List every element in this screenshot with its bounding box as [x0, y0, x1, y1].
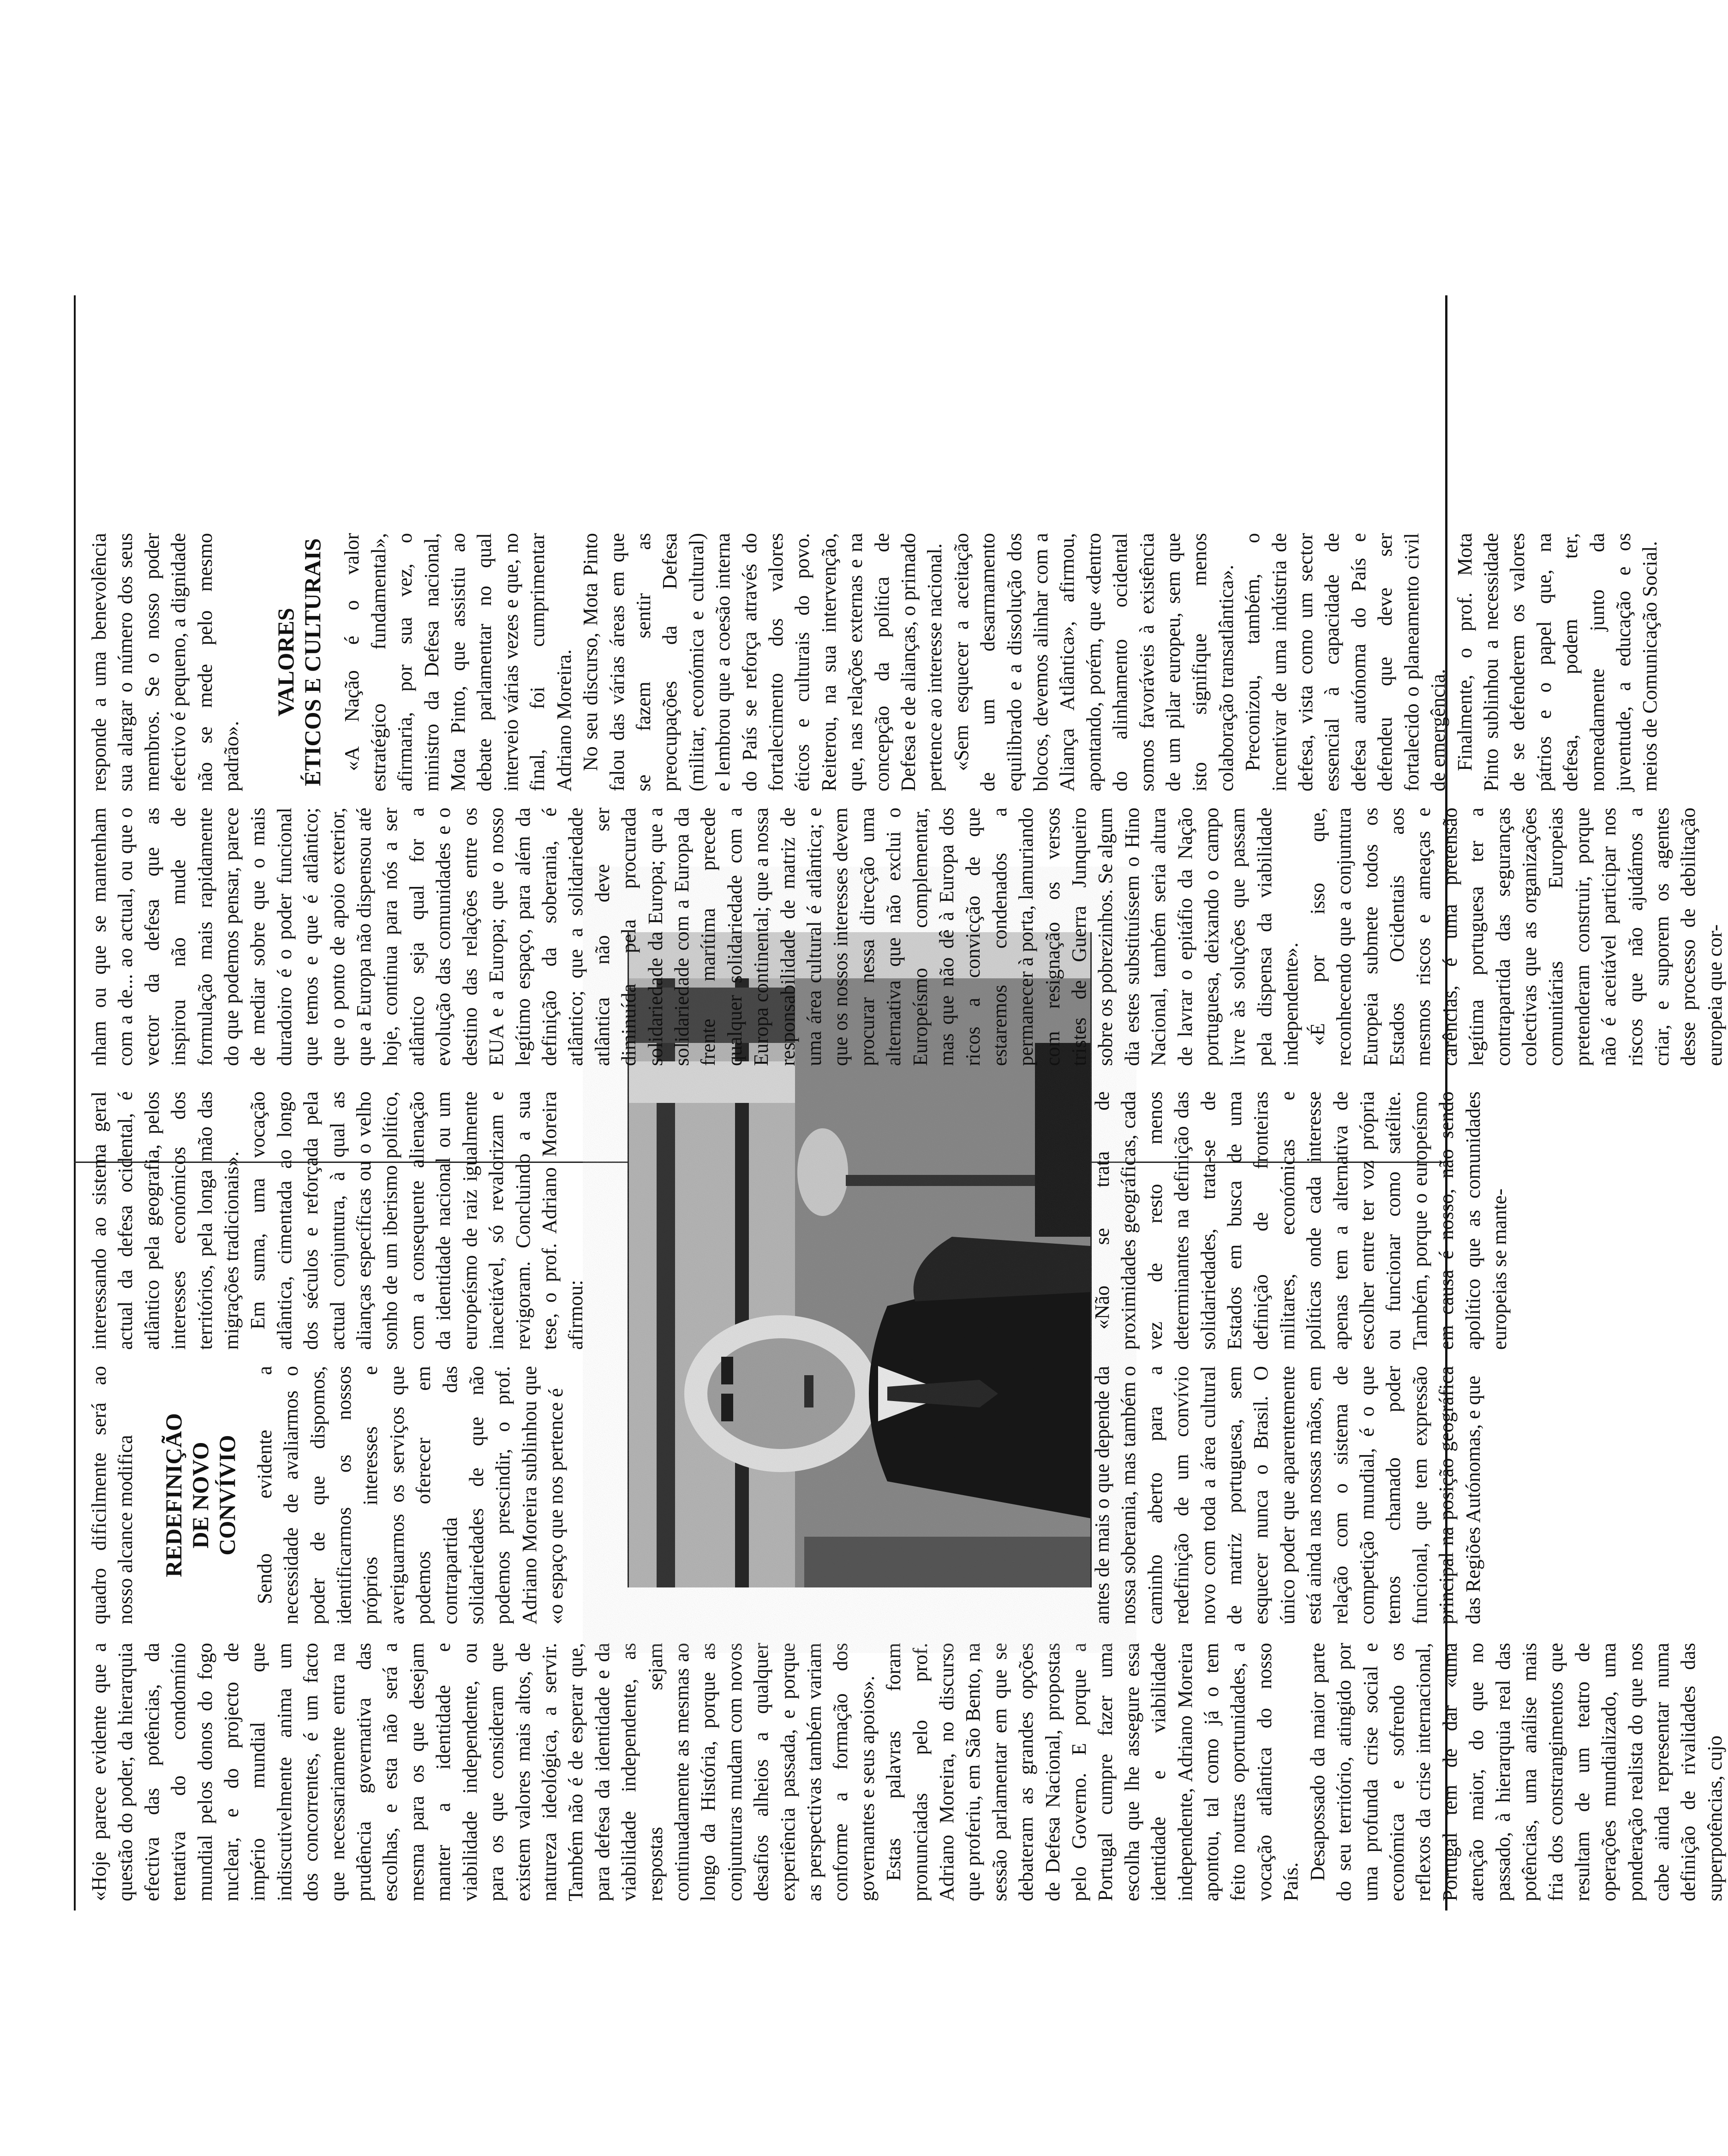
paragraph: «Hoje parece evidente que a questão do poder, da hierarquia efectiva das potências, da tentativa do condomínio mundial pelos donos do fogo nuclear, e do projecto de império mundial que indiscutivelmente anima um dos concorrentes, é um facto que necessariamente entra na prudência governativa das escolhas, e esta não será a mesma para os que desejam manter a identidade e viabilidade independente, ou para os que consideram que existem valores mais altos, de natureza ideológica, a servir. Também não é de esperar que, para defesa da identidade e da viabilidade independente, as respostas sejam continuadamente as mesmas ao longo da História, porque as conjunturas mudam com novos desafios alheios a qualquer experiência passada, e porque as perspectivas também variam conforme a formação dos governantes e seus apoios».	[88, 1643, 879, 1901]
article-column-4	[86, 808, 1728, 1066]
bottom-rule	[1445, 295, 1447, 1910]
newspaper-page	[74, 295, 1726, 1910]
subheading-line: VALORES	[273, 608, 299, 717]
subheading-valores	[272, 533, 326, 791]
paragraph: Preconizou, também, o incentivar de uma indústria de defesa, vista como um sector essencial à capacidade de defesa autónoma do País e defendeu que deve ser fortalecido o planeamento civil de emergência.	[1241, 533, 1450, 791]
article-column-1	[86, 1643, 1728, 1901]
paragraph: «A Nação é o valor estratégico fundamental», afirmaria, por sua vez, o ministro da Defesa nacional, Mota Pinto, que assistiu ao debate parlamentar no qual interveio várias vezes e que, no final, foi cumprimentar Adriano Moreira.	[341, 533, 575, 791]
subheading-line: ÉTICOS E CULTURAIS	[299, 538, 326, 786]
article-column-3-continued	[1089, 1091, 1513, 1350]
paragraph: «Sem esquecer a aceitação de um desarmamento equilibrado e a dissolução dos blocos, devemos alinhar com a Aliança Atlântica», afirmou, apontando, porém, que «dentro do alinhamento ocidental somos favoráveis à existência de um pilar europeu, sem que isto signifique menos colaboração transatlântica».	[950, 533, 1238, 791]
paragraph: nham ou que se mantenham com a de... ao actual, ou que o vector da defesa que as inspirou não mude de formulação mais rapidamente do que podemos pensar, parece de mediar sobre que o mais duradoiro é o poder funcional que temos e que é atlântico; que o ponto de apoio exterior, que a Europa não dispensou até hoje, continua para nós a ser atlântico seja qual for a evolução das comunidades e o destino das relações entre os EUA e a Europa; que o nosso legítimo espaço, para além da definição da soberania, é atlântico; que a solidariedade atlântica não deve ser diminuída pela procurada solidariedade da Europa; que a solidariedade com a Europa da frente marítima precede qualquer solidariedade com a Europa continental; que a nossa responsabilidade de matriz de uma área cultural é atlântica; e que os nossos interesses devem procurar nessa direcção uma alternativa que não exclui o Europeísmo complementar, mas que não dê à Europa dos ricos a convicção de que estaremos condenados a permanecer à porta, lamuriando com resignação os versos tristes de Guerra Junqueiro sobre os pobrezinhos. Se algum dia estes substituíssem o Hino Nacional, também seria altura de lavrar o epitáfio da Nação portuguesa, deixando o campo livre às soluções que passam pela dispensa da viabilidade independente».	[88, 808, 1303, 1066]
article-column-5	[86, 533, 1663, 791]
paragraph: Estas palavras foram pronunciadas pelo prof. Adriano Moreira, no discurso que proferiu, em São Bento, na sessão parlamentar em que se debateram as grandes opções de Defesa Nacional, propostas pelo Governo. E porque a Portugal cumpre fazer uma escolha que lhe assegure essa identidade e viabilidade independente, Adriano Moreira apontou, tal como já o tem feito noutras oportunidades, a vocação atlântica do nosso País.	[882, 1643, 1303, 1901]
article-column-3	[86, 1091, 589, 1350]
top-rule	[74, 295, 76, 1910]
paragraph: No seu discurso, Mota Pinto falou das várias áreas em que se fazem sentir as preocupações da Defesa (militar, económica e cultural) e lembrou que a coesão interna do País se reforça através do fortalecimento dos valores éticos e culturais do povo. Reiterou, na sua intervenção, que, nas relações externas e na concepção da política de Defesa e de alianças, o primado pertence ao interesse nacional.	[579, 533, 946, 791]
subheading-line: DE NOVO	[187, 1442, 213, 1549]
paragraph: Em suma, uma vocação atlântica, cimentada ao longo dos séculos e reforçada pela actual conjuntura, à qual as alianças específicas ou o velho sonho de um iberismo político, com a consequente alienação da identidade nacional ou um europeísmo de raiz igualmente inaceitável, só revalorizam e revigoram. Concluindo a sua tese, o prof. Adriano Moreira afirmou:	[246, 1091, 587, 1350]
subheading-line: CONVÍVIO	[214, 1435, 240, 1556]
subheading-redefinicao	[160, 1366, 240, 1624]
article-column-2	[86, 1366, 569, 1624]
paragraph: interessando ao sistema geral actual da defesa ocidental, é atlântico pela geografia, pelos interesses económicos dos territórios, pela longa mão das migrações tradicionais».	[88, 1091, 243, 1350]
paragraph: Desapossado da maior parte do seu território, atingido por uma profunda crise social e económica e sofrendo os reflexos da crise internacional, Portugal tem de dar «uma atenção maior, do que no passado, à hierarquia real das potências, uma análise mais fria dos constrangimentos que resultam de um teatro de operações mundializado, uma ponderação realista do que nos cabe ainda representar numa definição de rivalidades das superpotências, cujo	[1306, 1643, 1726, 1901]
paragraph: Finalmente, o prof. Mota Pinto sublinhou a necessidade de se defenderem os valores pátrios e o papel que, na defesa, podem ter, nomeadamente junto da juventude, a educação e os meios de Comunicação Social.	[1453, 533, 1662, 791]
paragraph: responde a uma benevolência sua alargar o número dos seus membros. Se o nosso poder efectivo é pequeno, a dignidade não se mede pelo mesmo padrão».	[88, 533, 243, 791]
paragraph: antes de mais o que depende da nossa soberania, mas também o caminho aberto para a redefinição de um convívio novo com toda a área cultural de matriz portuguesa, sem esquecer nunca o Brasil. O único poder que aparentemente está ainda nas nossas mãos, em relação com o sistema de competição mundial, é o que temos chamado poder funcional, que tem expressão principal na posição geográfica das Regiões Autónomas, e que	[1091, 1366, 1484, 1624]
paragraph: «Não se trata de proximidades geográficas, cada vez de resto menos determinantes na definição das solidariedades, trata-se de Estados em busca de uma definição de fronteiras militares, económicas e políticas onde cada interesse apenas tem a alternativa de escolher entre ter voz própria ou funcionar como satélite. Também, porque o europeísmo em causa é nosso, não sendo apolítico que as comunidades europeias se mante-	[1091, 1091, 1511, 1350]
paragraph: «É por isso que, reconhecendo que a conjuntura Europeia submete todos os Estados Ocidentais aos mesmos riscos e ameaças e carências, é uma pretensão legítima portuguesa ter a contrapartida das seguranças colectivas que as organizações comunitárias Europeias pretenderam construir, porque não é aceitável participar nos riscos que não ajudámos a criar, e suporem os agentes desse processo de debilitação europeia que cor-	[1306, 808, 1726, 1066]
article-column-2-continued	[1089, 1366, 1486, 1624]
subheading-line: REDEFINIÇÃO	[160, 1413, 186, 1577]
paragraph: Sendo evidente a necessidade de avaliarmos o poder de que dispomos, identificarmos os nossos próprios interesses e averiguarmos os serviços que podemos oferecer em contrapartida das solidariedades de que não podemos prescindir, o prof. Adriano Moreira sublinhou que «o espaço que nos pertence é	[253, 1366, 568, 1624]
paragraph: quadro dificilmente será ao nosso alcance modifica	[88, 1366, 137, 1624]
